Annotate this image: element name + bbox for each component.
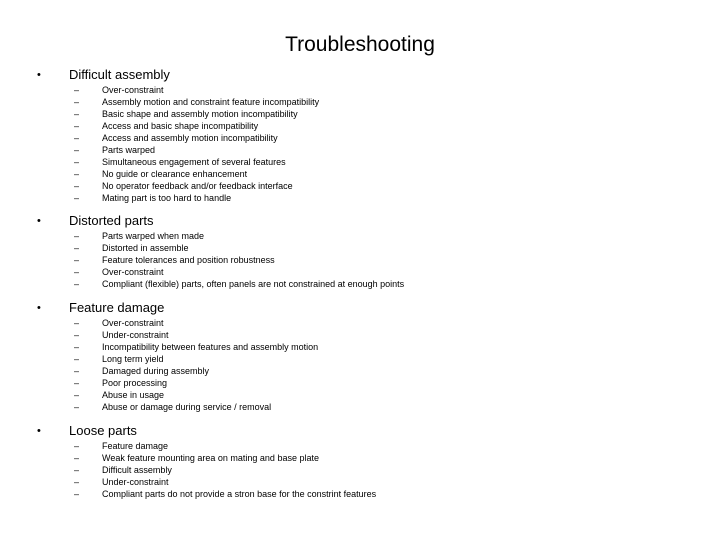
list-item-text: Abuse or damage during service / removal [102,402,272,412]
list-item-text: Parts warped [102,145,156,155]
list-item-text: Compliant (flexible) parts, often panels are not constrained at enough points [102,279,405,289]
list-item-text: Distorted in assemble [102,243,189,253]
bullet-icon: • [37,425,41,437]
list-item-text: Over-constraint [102,267,164,277]
dash-icon: – [74,157,80,167]
list-item-text: Compliant parts do not provide a stron base for the constrint features [102,489,377,499]
dash-icon: – [74,378,80,388]
list-item-text: No guide or clearance enhancement [102,169,248,179]
list-item-text: Under-constraint [102,330,169,340]
list-item-text: Weak feature mounting area on mating and base plate [102,453,319,463]
dash-icon: – [74,441,80,451]
list-item-text: Simultaneous engagement of several features [102,157,286,167]
slide-title: Troubleshooting [285,33,435,56]
list-item-text: Basic shape and assembly motion incompatibility [102,109,298,119]
dash-icon: – [74,169,80,179]
dash-icon: – [74,255,80,265]
dash-icon: – [74,318,80,328]
bullet-icon: • [37,69,41,81]
section-heading: Loose parts [69,423,137,438]
dash-icon: – [74,145,80,155]
dash-icon: – [74,267,80,277]
section-heading: Difficult assembly [69,67,170,82]
dash-icon: – [74,453,80,463]
dash-icon: – [74,330,80,340]
dash-icon: – [74,121,80,131]
dash-icon: – [74,85,80,95]
list-item-text: Assembly motion and constraint feature incompatibility [102,97,320,107]
dash-icon: – [74,97,80,107]
dash-icon: – [74,465,80,475]
bullet-icon: • [37,215,41,227]
dash-icon: – [74,342,80,352]
list-item-text: Parts warped when made [102,231,205,241]
dash-icon: – [74,279,80,289]
dash-icon: – [74,181,80,191]
list-item-text: Damaged during assembly [102,366,210,376]
list-item-text: Feature damage [102,441,169,451]
bullet-icon: • [37,302,41,314]
dash-icon: – [74,109,80,119]
list-item-text: No operator feedback and/or feedback interface [102,181,293,191]
list-item-text: Under-constraint [102,477,169,487]
list-item-text: Access and basic shape incompatibility [102,121,259,131]
list-item-text: Over-constraint [102,318,164,328]
dash-icon: – [74,477,80,487]
dash-icon: – [74,243,80,253]
dash-icon: – [74,402,80,412]
list-item-text: Access and assembly motion incompatibility [102,133,278,143]
list-item-text: Feature tolerances and position robustness [102,255,275,265]
list-item-text: Difficult assembly [102,465,172,475]
list-item-text: Incompatibility between features and assembly motion [102,342,319,352]
dash-icon: – [74,366,80,376]
section-heading: Distorted parts [69,213,154,228]
dash-icon: – [74,390,80,400]
section-heading: Feature damage [69,300,165,315]
list-item-text: Abuse in usage [102,390,165,400]
list-item-text: Over-constraint [102,85,164,95]
list-item-text: Mating part is too hard to handle [102,193,232,203]
dash-icon: – [74,133,80,143]
dash-icon: – [74,489,80,499]
dash-icon: – [74,193,80,203]
list-item-text: Long term yield [102,354,164,364]
dash-icon: – [74,231,80,241]
list-item-text: Poor processing [102,378,168,388]
dash-icon: – [74,354,80,364]
